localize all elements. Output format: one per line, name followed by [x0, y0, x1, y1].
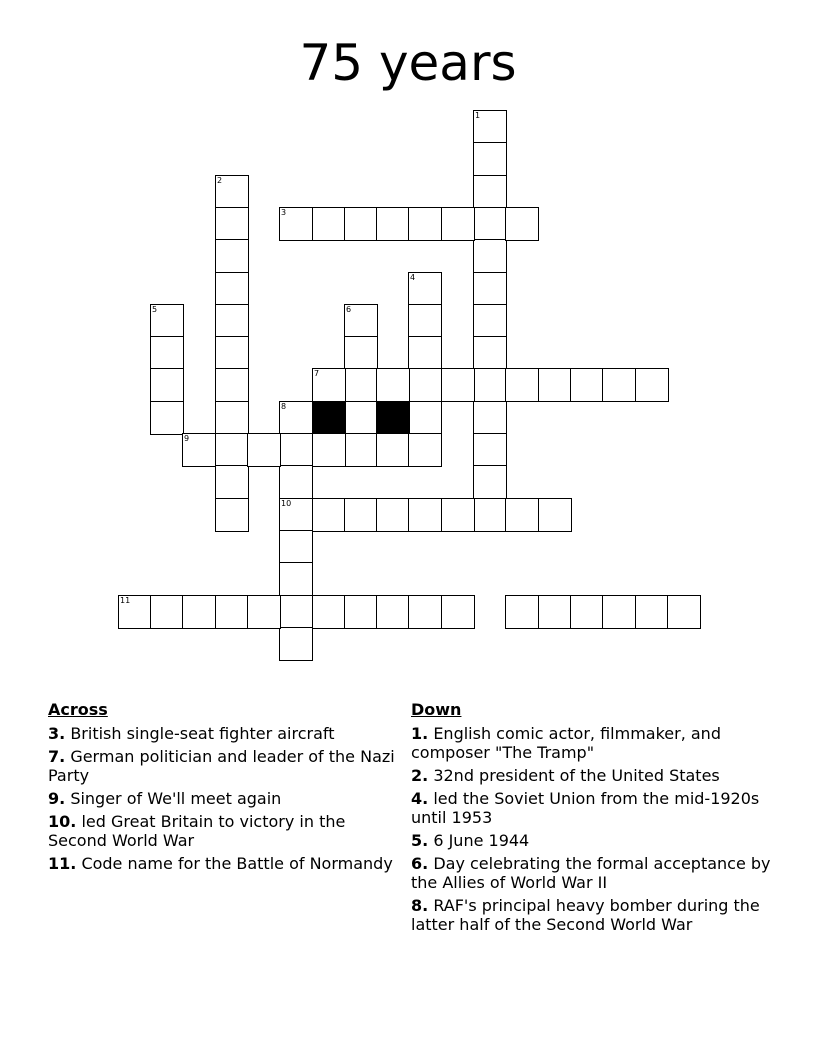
clue-number: 11: [120, 596, 131, 605]
grid-cell[interactable]: [473, 336, 507, 370]
clue-number: 3: [281, 208, 287, 217]
clue-number: 8: [281, 402, 287, 411]
clue-number: 2: [217, 176, 223, 185]
grid-cell[interactable]: [344, 336, 378, 370]
grid-cell[interactable]: [344, 498, 378, 532]
clue-number: 4: [410, 273, 416, 282]
grid-cell[interactable]: [408, 368, 442, 402]
grid-cell[interactable]: [376, 368, 410, 402]
grid-cell[interactable]: [279, 207, 313, 241]
clue-number: 7: [314, 369, 320, 378]
across-clue: 3. British single-seat fighter aircraft: [48, 724, 335, 743]
grid-cell[interactable]: [408, 401, 442, 435]
grid-cell[interactable]: [279, 498, 313, 532]
grid-cell[interactable]: [635, 368, 669, 402]
grid-cell[interactable]: [215, 304, 249, 338]
across-clue: 9. Singer of We'll meet again: [48, 789, 282, 808]
grid-cell[interactable]: [279, 401, 313, 435]
grid-cell[interactable]: [279, 595, 313, 629]
grid-cell[interactable]: [538, 368, 572, 402]
down-clues: [411, 700, 771, 938]
grid-cell[interactable]: [279, 530, 313, 564]
grid-cell[interactable]: [215, 272, 249, 306]
grid-cell[interactable]: [376, 498, 410, 532]
grid-cell[interactable]: [150, 401, 184, 435]
grid-cell[interactable]: [408, 433, 442, 467]
grid-cell[interactable]: [538, 498, 572, 532]
clue-number: 1: [475, 111, 481, 120]
grid-cell[interactable]: [505, 595, 539, 629]
grid-cell[interactable]: [473, 498, 507, 532]
grid-cell[interactable]: [473, 465, 507, 499]
grid-cell[interactable]: [538, 595, 572, 629]
grid-cell[interactable]: [215, 498, 249, 532]
grid-cell[interactable]: [473, 304, 507, 338]
grid-cell[interactable]: [215, 465, 249, 499]
down-clue: 1. English comic actor, filmmaker, and composer "The Tramp": [411, 724, 721, 762]
grid-cell[interactable]: [215, 433, 249, 467]
grid-cell[interactable]: [473, 207, 507, 241]
grid-cell[interactable]: [182, 433, 216, 467]
grid-cell[interactable]: [312, 433, 346, 467]
grid-cell[interactable]: [602, 595, 636, 629]
grid-cell[interactable]: [344, 595, 378, 629]
grid-cell[interactable]: [215, 595, 249, 629]
grid-cell[interactable]: [408, 595, 442, 629]
clue-number: 9: [184, 434, 190, 443]
grid-cell[interactable]: [150, 368, 184, 402]
grid-cell[interactable]: [279, 627, 313, 661]
grid-cell[interactable]: [215, 368, 249, 402]
grid-cell[interactable]: [182, 595, 216, 629]
down-clue: 6. Day celebrating the formal acceptance by the Allies of World War II: [411, 854, 771, 892]
grid-cell[interactable]: [344, 433, 378, 467]
down-heading: Down: [411, 700, 462, 719]
grid-cell[interactable]: [473, 401, 507, 435]
across-heading: Across: [48, 700, 108, 719]
black-square: [376, 401, 410, 435]
grid-cell[interactable]: [473, 433, 507, 467]
grid-cell[interactable]: [279, 465, 313, 499]
across-clues: [48, 700, 398, 877]
grid-cell[interactable]: [408, 207, 442, 241]
grid-cell[interactable]: [312, 595, 346, 629]
grid-cell[interactable]: [441, 207, 475, 241]
grid-cell[interactable]: [473, 239, 507, 273]
clue-number: 6: [346, 305, 352, 314]
grid-cell[interactable]: [505, 207, 539, 241]
grid-cell[interactable]: [215, 336, 249, 370]
across-clue: 11. Code name for the Battle of Normandy: [48, 854, 393, 873]
grid-cell[interactable]: [344, 304, 378, 338]
grid-cell[interactable]: [505, 498, 539, 532]
grid-cell[interactable]: [279, 433, 313, 467]
grid-cell[interactable]: [408, 304, 442, 338]
grid-cell[interactable]: [279, 562, 313, 596]
grid-cell[interactable]: [344, 401, 378, 435]
grid-cell[interactable]: [312, 207, 346, 241]
grid-cell[interactable]: [441, 498, 475, 532]
grid-cell[interactable]: [473, 110, 507, 144]
grid-cell[interactable]: [376, 433, 410, 467]
grid-cell[interactable]: [441, 368, 475, 402]
puzzle-title: 75 years: [299, 34, 517, 92]
across-clue: 7. German politician and leader of the Nazi Party: [48, 747, 395, 785]
grid-cell[interactable]: [473, 368, 507, 402]
clue-number: 5: [152, 305, 158, 314]
grid-cell[interactable]: [344, 207, 378, 241]
grid-cell[interactable]: [602, 368, 636, 402]
grid-cell[interactable]: [215, 175, 249, 209]
grid-cell[interactable]: [312, 498, 346, 532]
grid-cell[interactable]: [473, 142, 507, 176]
down-clue: 8. RAF's principal heavy bomber during the latter half of the Second World War: [411, 896, 760, 934]
grid-cell[interactable]: [344, 368, 378, 402]
down-clue: 4. led the Soviet Union from the mid-1920s until 1953: [411, 789, 760, 827]
clue-number: 10: [281, 499, 292, 508]
grid-cell[interactable]: [150, 336, 184, 370]
across-clue: 10. led Great Britain to victory in the Second World War: [48, 812, 346, 850]
grid-cell[interactable]: [570, 368, 604, 402]
grid-cell[interactable]: [376, 207, 410, 241]
grid-cell[interactable]: [441, 595, 475, 629]
grid-cell[interactable]: [473, 175, 507, 209]
grid-cell[interactable]: [408, 336, 442, 370]
grid-cell[interactable]: [215, 401, 249, 435]
grid-cell[interactable]: [570, 595, 604, 629]
grid-cell[interactable]: [150, 595, 184, 629]
grid-cell[interactable]: [376, 595, 410, 629]
grid-cell[interactable]: [408, 498, 442, 532]
grid-cell[interactable]: [215, 239, 249, 273]
grid-cell[interactable]: [312, 368, 346, 402]
black-square: [312, 401, 346, 435]
grid-cell[interactable]: [215, 207, 249, 241]
grid-cell[interactable]: [408, 272, 442, 306]
grid-cell[interactable]: [118, 595, 152, 629]
grid-cell[interactable]: [667, 595, 701, 629]
grid-cell[interactable]: [247, 433, 281, 467]
down-clue: 2. 32nd president of the United States: [411, 766, 720, 785]
down-clue: 5. 6 June 1944: [411, 831, 530, 850]
grid-cell[interactable]: [473, 272, 507, 306]
grid-cell[interactable]: [505, 368, 539, 402]
grid-cell[interactable]: [150, 304, 184, 338]
grid-cell[interactable]: [247, 595, 281, 629]
grid-cell[interactable]: [635, 595, 669, 629]
